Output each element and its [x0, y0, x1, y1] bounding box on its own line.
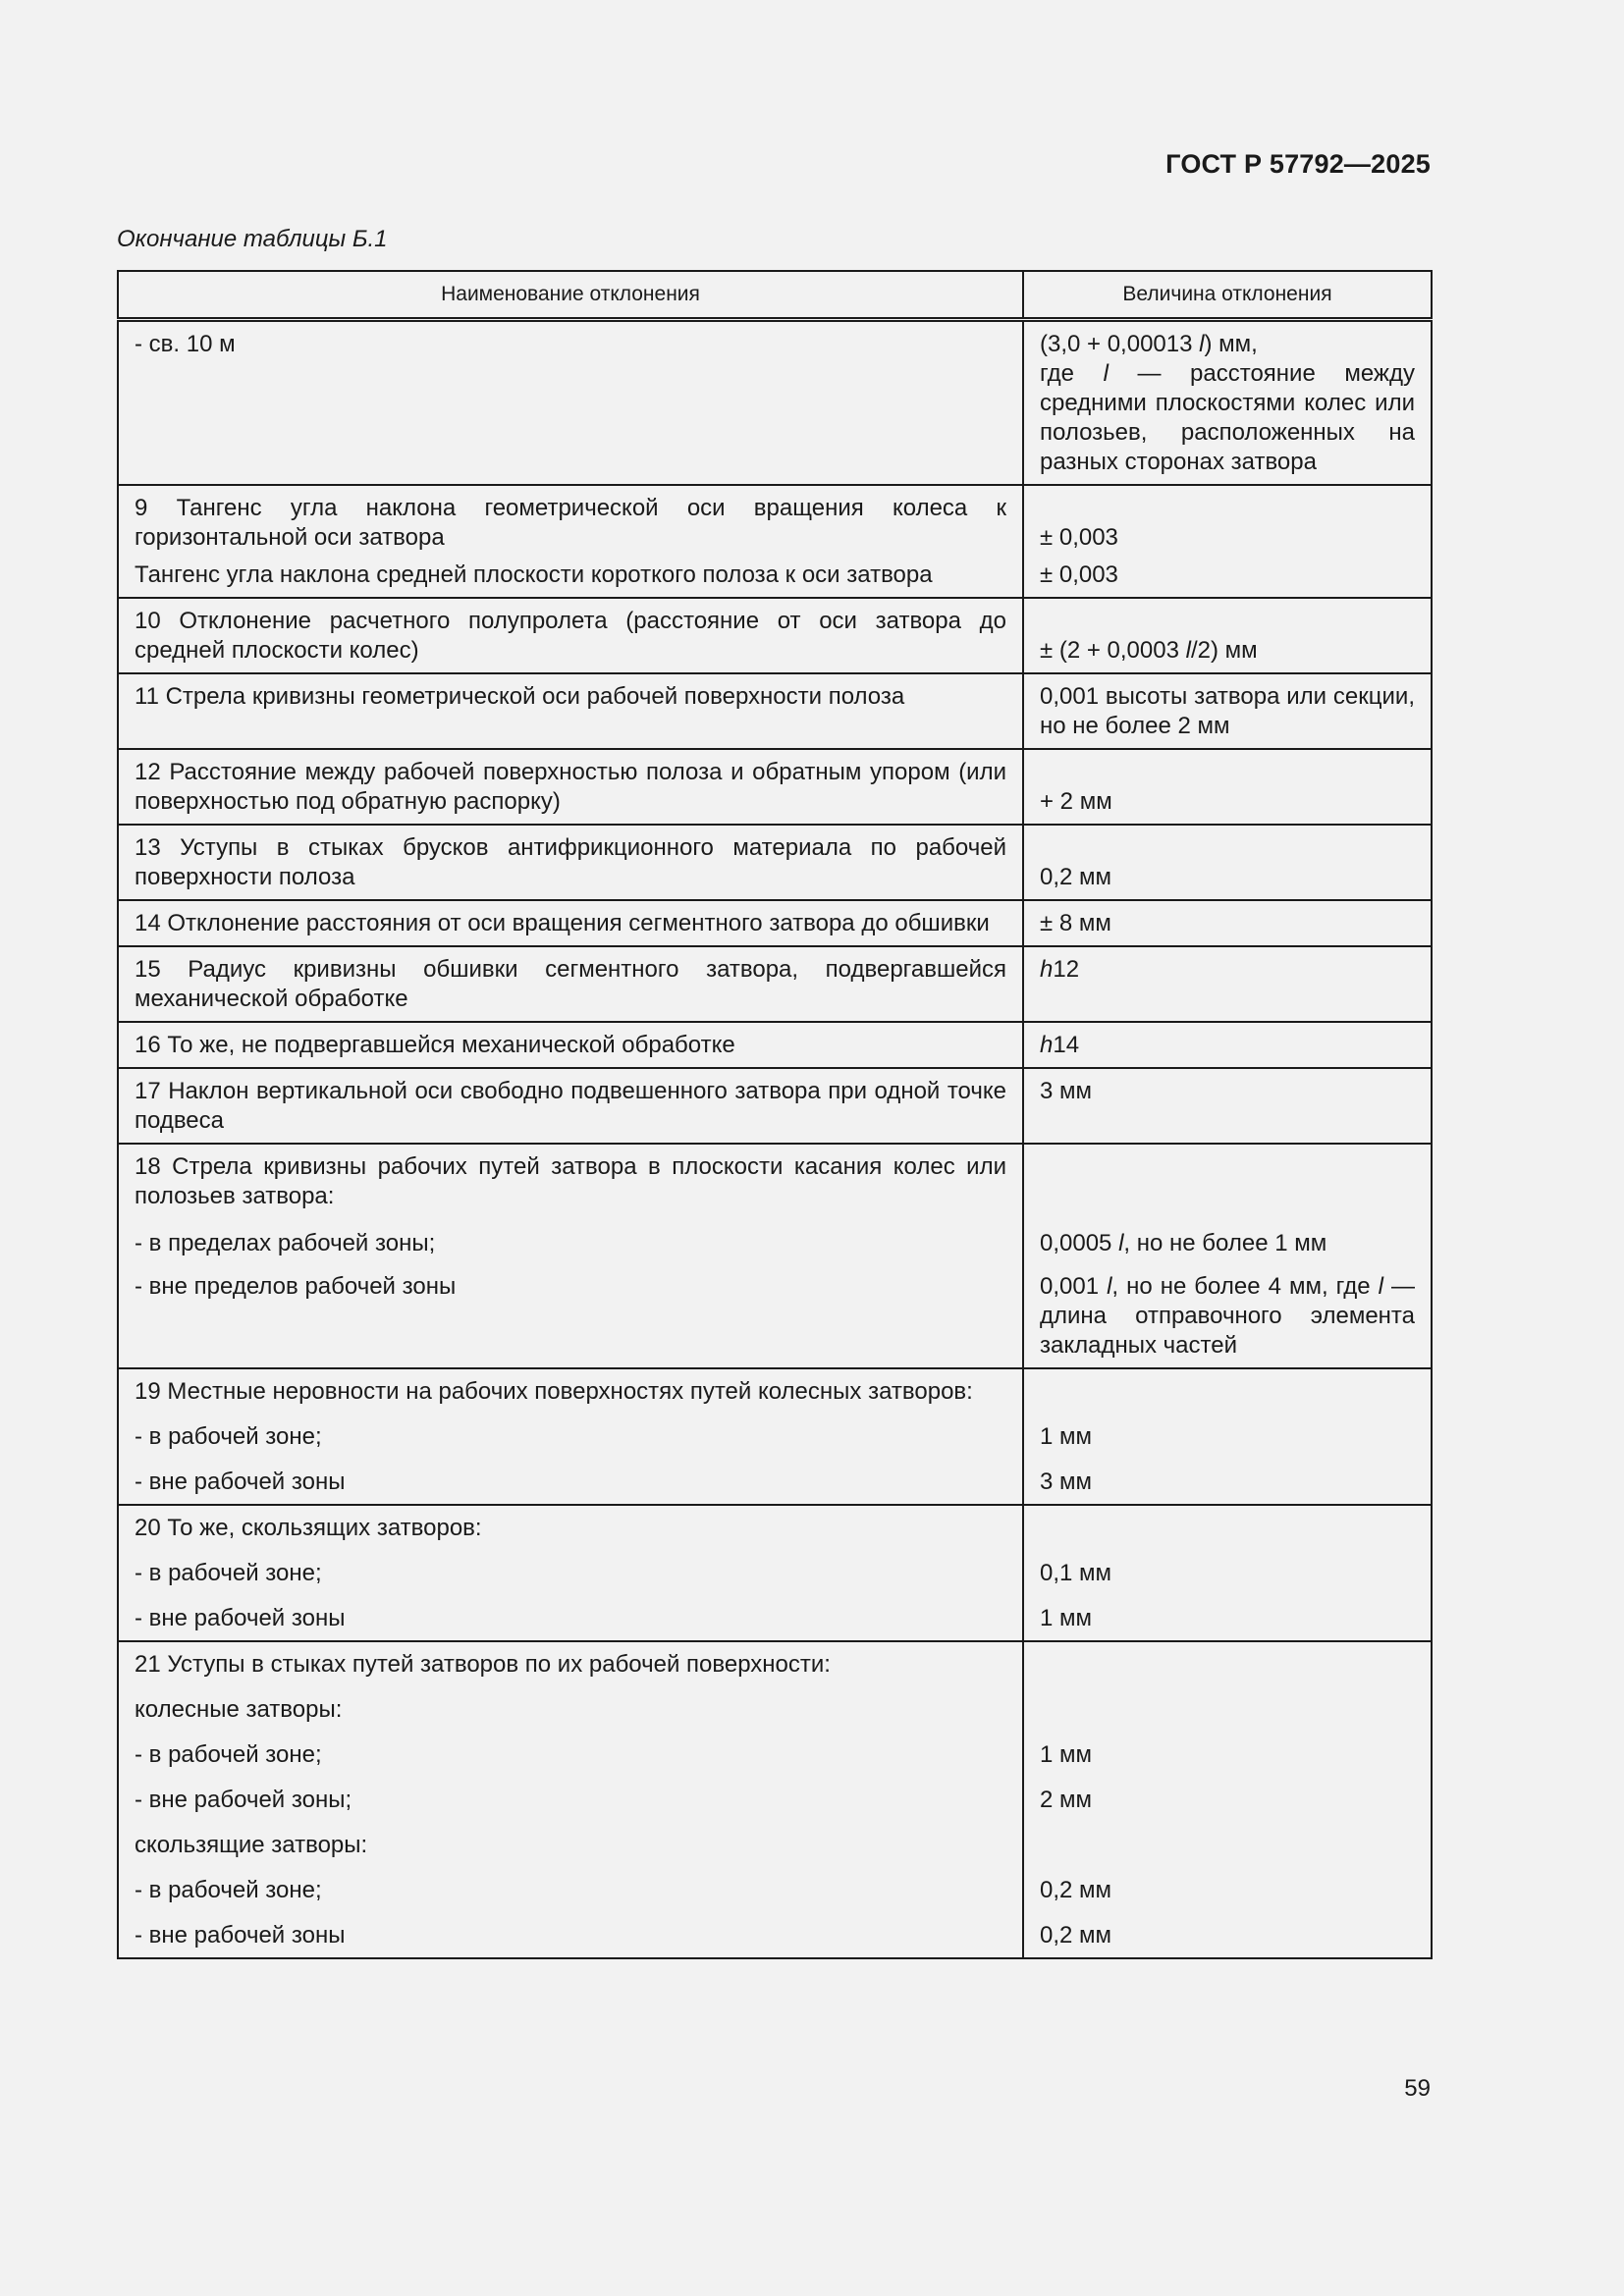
table-row — [118, 1407, 1432, 1452]
row-name-cell — [118, 1068, 1023, 1144]
row-value: 1 мм — [1040, 1741, 1093, 1768]
row-value: h12 — [1040, 956, 1080, 983]
row-value-cell — [1023, 1068, 1432, 1144]
row-name-cell — [118, 1641, 1023, 1680]
row-value-cell — [1023, 1144, 1432, 1213]
table-row — [118, 1905, 1432, 1958]
row-name-cell — [118, 1452, 1023, 1505]
row-name: 16 То же, не подвергавшейся механической обработке — [135, 1032, 735, 1058]
row-value: 0,2 мм — [1040, 1877, 1112, 1903]
row-name-cell — [118, 1725, 1023, 1770]
row-value: 0,2 мм — [1040, 1922, 1112, 1949]
row-name-cell — [118, 598, 1023, 673]
table-row — [118, 900, 1432, 946]
table-row — [118, 673, 1432, 749]
row-name: - в рабочей зоне; — [135, 1423, 322, 1450]
row-name-cell — [118, 1505, 1023, 1543]
row-name-cell — [118, 749, 1023, 825]
row-name: 17 Наклон вертикальной оси свободно подвешенного затвора при одной точке подвеса — [135, 1078, 1006, 1134]
row-value: 3 мм — [1040, 1468, 1093, 1495]
row-name: 13 Уступы в стыках брусков антифрикционного материала по рабочей поверхности полоза — [135, 834, 1006, 890]
row-name: 21 Уступы в стыках путей затворов по их рабочей поверхности: — [135, 1651, 831, 1678]
row-name-cell — [118, 320, 1023, 486]
row-name-cell — [118, 1680, 1023, 1725]
row-value: 3 мм — [1040, 1078, 1093, 1104]
table-row — [118, 485, 1432, 555]
row-value-cell — [1023, 1725, 1432, 1770]
row-value-cell — [1023, 1588, 1432, 1641]
row-value: + 2 мм — [1040, 788, 1112, 815]
table-row — [118, 598, 1432, 673]
row-value-cell — [1023, 900, 1432, 946]
row-value: 0,2 мм — [1040, 864, 1112, 890]
row-value: 2 мм — [1040, 1787, 1093, 1813]
row-name-cell — [118, 485, 1023, 555]
table-row — [118, 1452, 1432, 1505]
row-name: - в пределах рабочей зоны; — [135, 1230, 436, 1256]
table-row — [118, 1860, 1432, 1905]
row-name-cell — [118, 1260, 1023, 1368]
row-value-cell — [1023, 1770, 1432, 1815]
table-row — [118, 1260, 1432, 1368]
table-row — [118, 1680, 1432, 1725]
row-name: - вне пределов рабочей зоны — [135, 1273, 457, 1300]
row-value-cell — [1023, 555, 1432, 598]
row-name: 12 Расстояние между рабочей поверхностью полоза и обратным упором (или поверхностью под обратную распорку) — [135, 759, 1006, 815]
row-value-cell — [1023, 825, 1432, 900]
row-value: ± 0,003 — [1040, 524, 1118, 551]
row-name: - вне рабочей зоны — [135, 1922, 346, 1949]
row-value-cell — [1023, 598, 1432, 673]
table-row — [118, 1144, 1432, 1213]
row-name-cell — [118, 1815, 1023, 1860]
row-name: 15 Радиус кривизны обшивки сегментного затвора, подвергавшейся механической обработке — [135, 956, 1006, 1012]
row-name: 19 Местные неровности на рабочих поверхностях путей колесных затворов: — [135, 1378, 973, 1405]
row-name: 11 Стрела кривизны геометрической оси рабочей поверхности полоза — [135, 683, 905, 710]
row-name: 18 Стрела кривизны рабочих путей затвора в плоскости касания колес или полозьев затвора: — [135, 1153, 1006, 1209]
row-name-cell — [118, 1022, 1023, 1068]
row-name: 10 Отклонение расчетного полупролета (расстояние от оси затвора до средней плоскости колес) — [135, 608, 1006, 664]
deviations-table — [117, 270, 1433, 1959]
row-name-cell — [118, 1144, 1023, 1213]
table-row — [118, 1022, 1432, 1068]
table-row — [118, 1815, 1432, 1860]
column-header-value: Величина отклонения — [1023, 271, 1432, 320]
row-name-cell — [118, 673, 1023, 749]
row-value-cell — [1023, 946, 1432, 1022]
row-value: ± (2 + 0,0003 l/2) мм — [1040, 637, 1258, 664]
row-name-cell — [118, 1213, 1023, 1260]
row-name: - вне рабочей зоны — [135, 1468, 346, 1495]
table-row — [118, 1725, 1432, 1770]
table-row — [118, 1368, 1432, 1407]
row-value: 1 мм — [1040, 1605, 1093, 1631]
row-value-cell — [1023, 1543, 1432, 1588]
table-row — [118, 320, 1432, 486]
page-number: 59 — [1404, 2075, 1431, 2102]
table-row — [118, 555, 1432, 598]
row-name: - в рабочей зоне; — [135, 1741, 322, 1768]
row-value: 0,0005 l, но не более 1 мм — [1040, 1230, 1327, 1256]
row-value: ± 8 мм — [1040, 910, 1111, 936]
row-name-cell — [118, 1860, 1023, 1905]
row-name: - в рабочей зоне; — [135, 1560, 322, 1586]
row-value-cell — [1023, 1860, 1432, 1905]
table-row — [118, 1213, 1432, 1260]
table-row — [118, 1543, 1432, 1588]
row-value-cell — [1023, 1815, 1432, 1860]
row-value-cell — [1023, 673, 1432, 749]
row-value-cell — [1023, 1213, 1432, 1260]
row-value-cell — [1023, 1452, 1432, 1505]
row-value-cell — [1023, 1905, 1432, 1958]
row-value: (3,0 + 0,00013 l) мм, — [1040, 331, 1258, 357]
table-caption: Окончание таблицы Б.1 — [117, 226, 388, 252]
row-value-cell — [1023, 1505, 1432, 1543]
table-row — [118, 1641, 1432, 1680]
row-name: - вне рабочей зоны — [135, 1605, 346, 1631]
row-value-cell — [1023, 485, 1432, 555]
row-name: - вне рабочей зоны; — [135, 1787, 352, 1813]
row-name: 14 Отклонение расстояния от оси вращения сегментного затвора до обшивки — [135, 910, 990, 936]
row-value: h14 — [1040, 1032, 1080, 1058]
row-value: 0,001 l, но не более 4 мм, где l — длина отправочного элемента закладных частей — [1040, 1273, 1416, 1359]
row-name-cell — [118, 555, 1023, 598]
row-value: ± 0,003 — [1040, 561, 1118, 588]
row-value-cell — [1023, 1641, 1432, 1680]
row-name: Тангенс угла наклона средней плоскости короткого полоза к оси затвора — [135, 561, 933, 588]
table-row — [118, 1068, 1432, 1144]
column-header-name: Наименование отклонения — [118, 271, 1023, 320]
row-value-cell — [1023, 1368, 1432, 1407]
table-row — [118, 749, 1432, 825]
row-value: 0,001 высоты затвора или секции, но не более 2 мм — [1040, 683, 1415, 739]
row-name-cell — [118, 825, 1023, 900]
row-value-cell — [1023, 1407, 1432, 1452]
row-name-cell — [118, 1368, 1023, 1407]
row-name-cell — [118, 1407, 1023, 1452]
row-name-cell — [118, 1588, 1023, 1641]
row-value-note: где l — расстояние между средними плоскостями колес или полозьев, расположенных на разных сторонах затвора — [1040, 360, 1415, 475]
row-value: 1 мм — [1040, 1423, 1093, 1450]
row-value-cell — [1023, 749, 1432, 825]
row-name-cell — [118, 1905, 1023, 1958]
row-name: 9 Тангенс угла наклона геометрической оси вращения колеса к горизонтальной оси затвора — [135, 495, 1006, 551]
table-row — [118, 1505, 1432, 1543]
row-name-cell — [118, 1543, 1023, 1588]
row-name: скользящие затворы: — [135, 1832, 368, 1858]
row-name: - в рабочей зоне; — [135, 1877, 322, 1903]
row-value-cell — [1023, 1680, 1432, 1725]
row-name-cell — [118, 946, 1023, 1022]
row-value-cell — [1023, 320, 1432, 486]
row-name: 20 То же, скользящих затворов: — [135, 1515, 482, 1541]
row-name-cell — [118, 900, 1023, 946]
row-value-cell — [1023, 1260, 1432, 1368]
document-code: ГОСТ Р 57792—2025 — [1165, 149, 1431, 179]
row-value-cell — [1023, 1022, 1432, 1068]
row-name-cell — [118, 1770, 1023, 1815]
row-name: - св. 10 м — [135, 331, 236, 357]
table-row — [118, 1770, 1432, 1815]
table-header-row — [118, 271, 1432, 320]
row-name: колесные затворы: — [135, 1696, 343, 1723]
table-row — [118, 1588, 1432, 1641]
table-row — [118, 946, 1432, 1022]
table-row — [118, 825, 1432, 900]
row-value: 0,1 мм — [1040, 1560, 1112, 1586]
